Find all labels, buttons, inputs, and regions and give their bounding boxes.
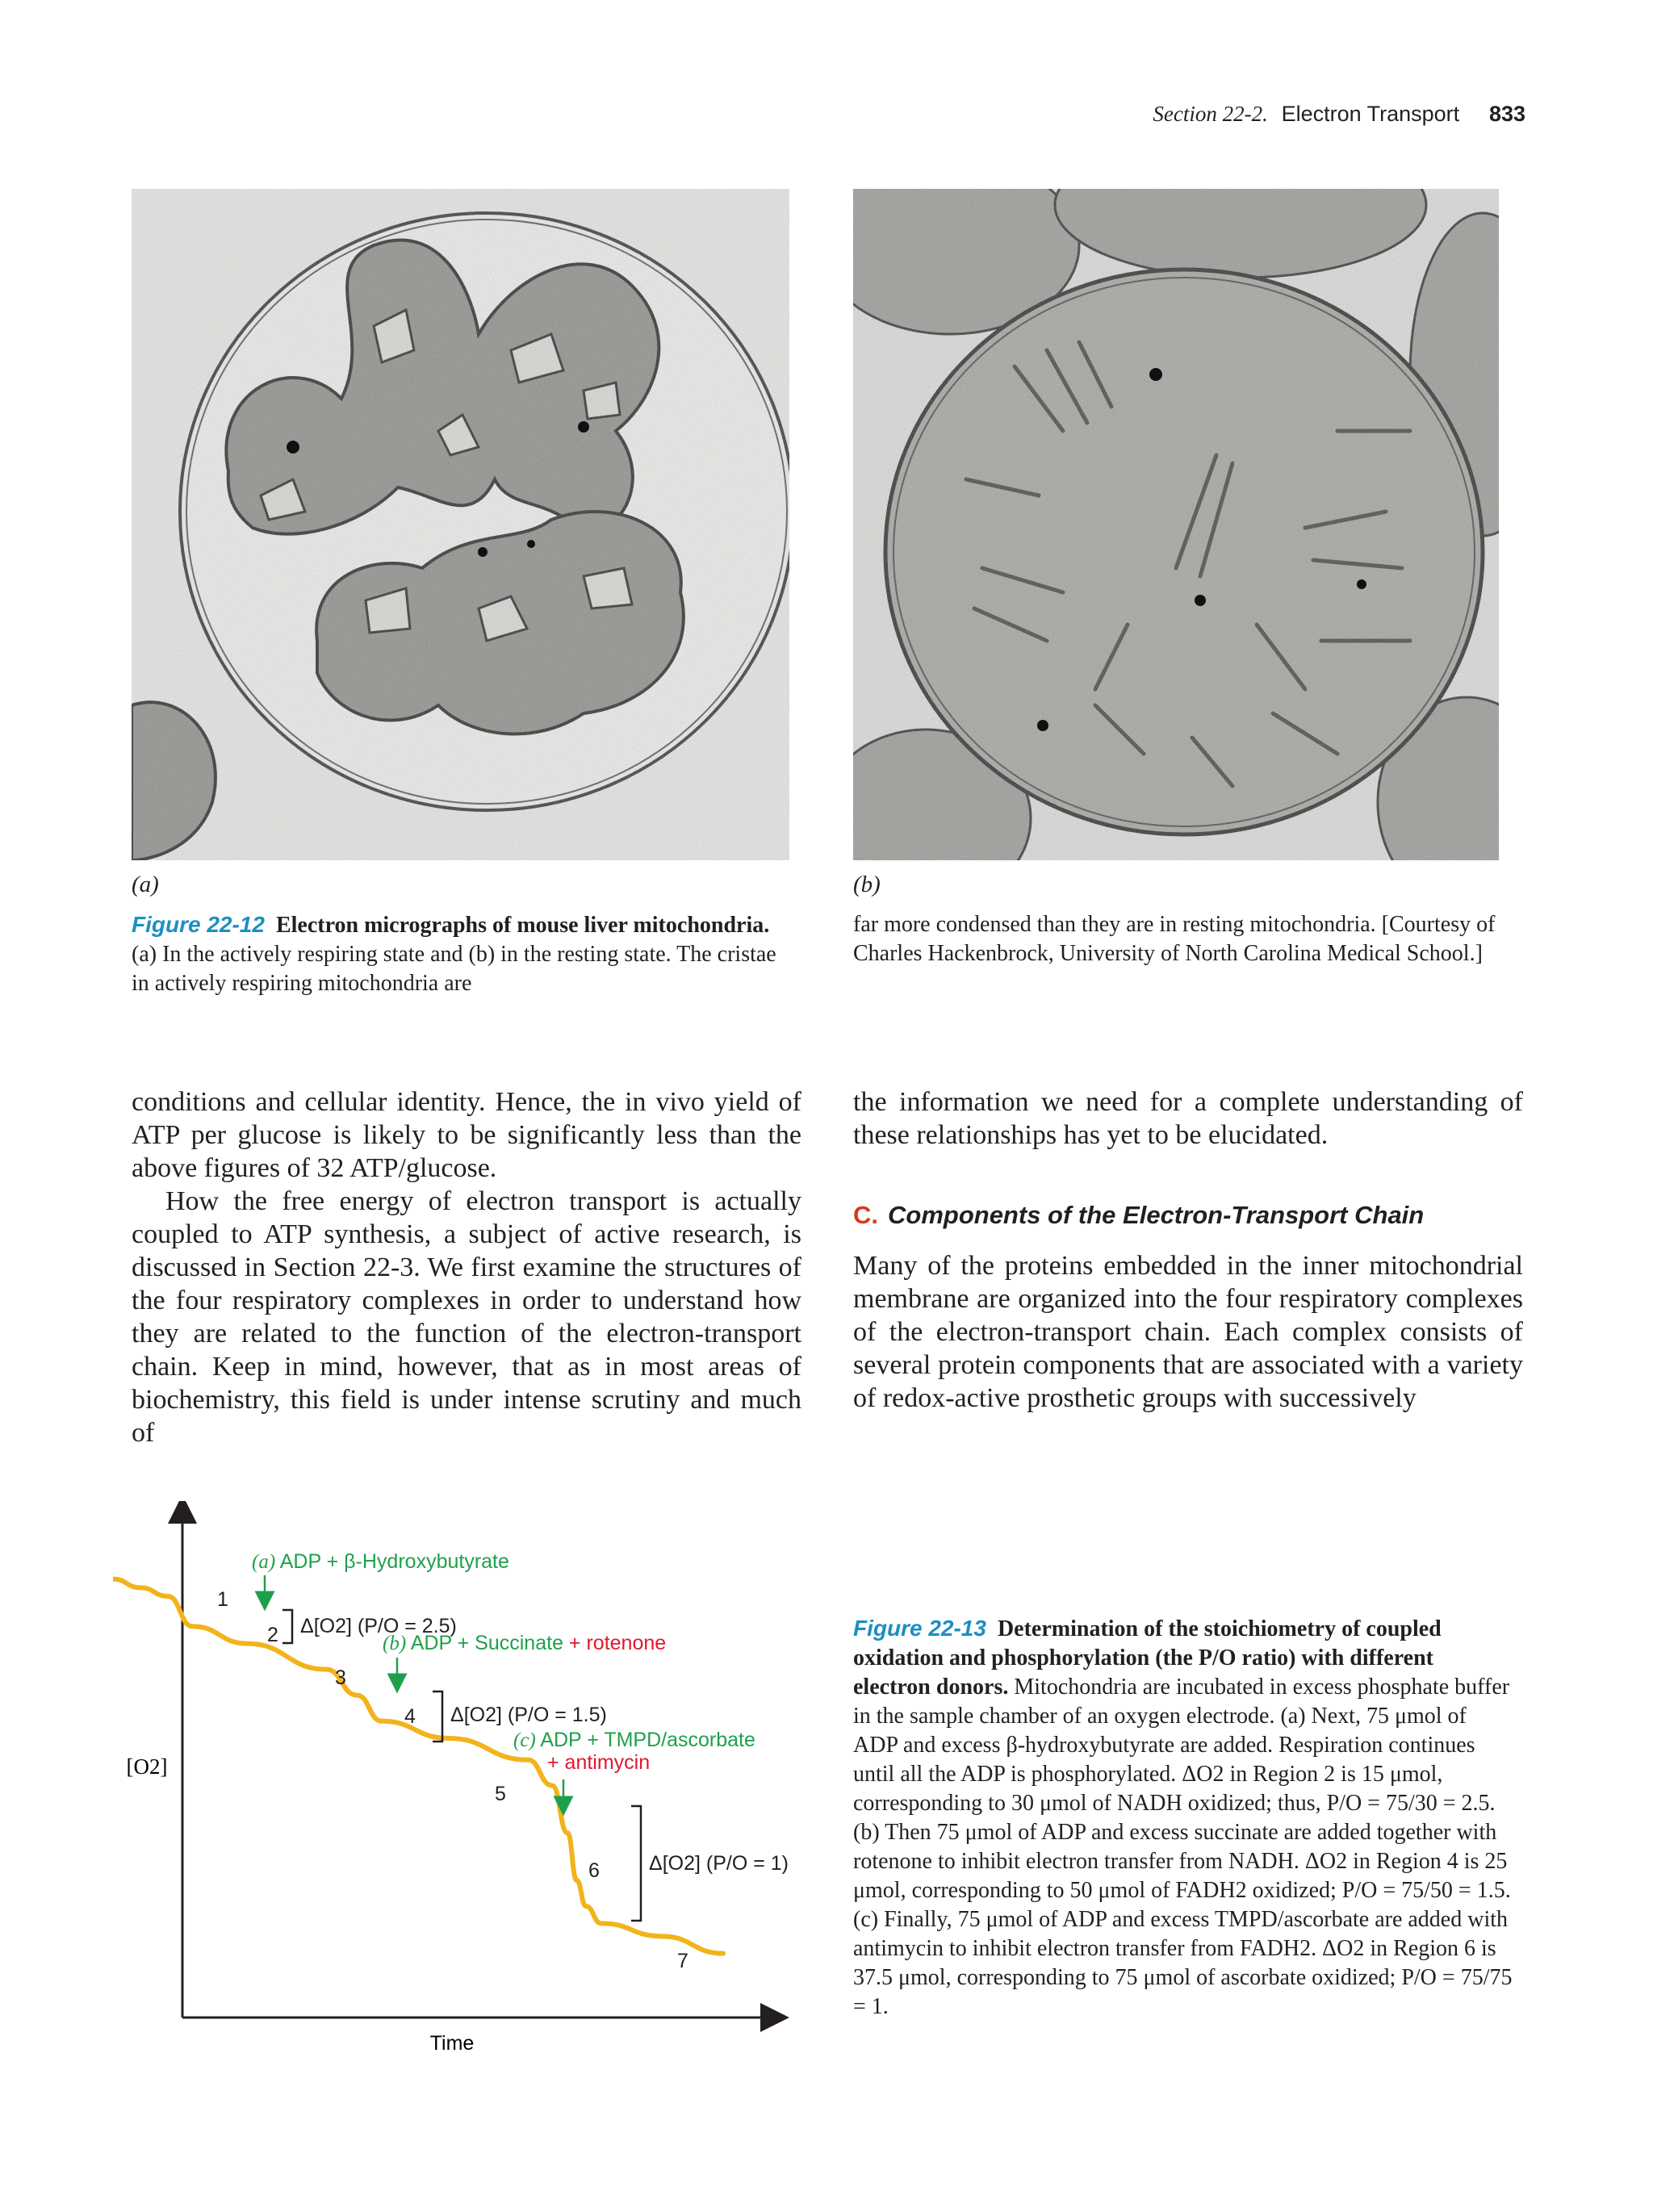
bracket-region-6 (631, 1806, 641, 1921)
bracket-label-region-2: Δ[O2] (P/O = 2.5) (300, 1615, 457, 1637)
x-axis-label: Time (429, 2032, 475, 2055)
region-label-2: 2 (267, 1624, 278, 1646)
panel-label-a: (a) (132, 872, 159, 897)
figure-22-12-label: Figure 22-12 (132, 912, 265, 937)
body-left-paragraph-1: conditions and cellular identity. Hence, the in vivo yield of ATP per glucose is likely to be significantly less than the above figures of 32 ATP/glucose. (132, 1087, 801, 1183)
figure-22-12-caption-text: (a) In the actively respiring state and (b) in the resting state. The cristae in actively respiring mitochondria are (132, 942, 776, 996)
addition-a-label: (a) ADP + β-Hydroxybutyrate (252, 1550, 509, 1573)
body-right-paragraph-2: Many of the proteins embedded in the inner mitochondrial membrane are organized into the four respiratory complexes of the electron-transport chain. Each complex consists of several protein components that are associated with a variety of redox-active prosthetic groups with successively (853, 1251, 1523, 1413)
region-label-6: 6 (588, 1859, 600, 1882)
bracket-label-region-4: Δ[O2] (P/O = 1.5) (450, 1704, 607, 1726)
bracket-label-region-6: Δ[O2] (P/O = 1) (649, 1852, 789, 1875)
figure-22-13-title: Determination of the stoichiometry of coupled oxidation and phosphorylation (the P/O ratio) with different electron donors. (853, 1616, 1442, 1700)
page-number: 833 (1488, 102, 1525, 126)
figure-22-13-label: Figure 22-13 (853, 1616, 986, 1641)
addition-c-extra: + antimycin (547, 1751, 651, 1774)
running-head-title: Electron Transport (1281, 102, 1460, 126)
region-label-7: 7 (677, 1950, 688, 1972)
panel-label-b: (b) (853, 872, 881, 897)
section-heading (853, 1201, 1424, 1230)
section-title: Components of the Electron-Transport Chain (888, 1201, 1425, 1229)
addition-c-label: (c) ADP + TMPD/ascorbate (513, 1729, 755, 1751)
region-label-5: 5 (495, 1783, 506, 1805)
figure-22-12-caption-right: far more condensed than they are in resting mitochondria. [Courtesy of Charles Hackenbrock, University of North Carolina Medical School.] (853, 912, 1496, 966)
body-right-paragraph-1: the information we need for a complete understanding of these relationships has yet to be elucidated. (853, 1087, 1523, 1150)
figure-22-13-caption-text: Mitochondria are incubated in excess phosphate buffer in the sample chamber of an oxygen electrode. (a) Next, 75 μmol of ADP and excess β-hydroxybutyrate are added. Respiration continues until all the ADP is phosphorylated. ΔO2 in Region 2 is 15 μmol, corresponding to 30 μmol of NADH oxidized; thus, P/O = 75/30 = 2.5. (b) Then 75 μmol of ADP and excess succinate are added together with rotenone to inhibit electron transfer from NADH. ΔO2 in Region 4 is 25 μmol, corresponding to 50 μmol of FADH2 oxidized; P/O = 75/50 = 1.5. (c) Finally, 75 μmol of ADP and excess TMPD/ascorbate are added with antimycin to inhibit electron transfer from FADH2. ΔO2 in Region 6 is 37.5 μmol, corresponding to 75 μmol of ascorbate oxidized; P/O = 75/75 = 1. (853, 1675, 1513, 2019)
region-label-4: 4 (404, 1705, 416, 1728)
section-letter: C. (853, 1201, 878, 1229)
micrograph-a (132, 189, 789, 860)
figure-22-13-caption (853, 1614, 1515, 2022)
micrograph-b (853, 189, 1499, 860)
body-left-column (132, 1085, 801, 1449)
running-head (1153, 102, 1525, 127)
running-head-section: Section 22-2. (1153, 102, 1268, 126)
addition-b-label: (b) ADP + Succinate + rotenone (383, 1632, 667, 1654)
bracket-region-4 (433, 1691, 442, 1742)
bracket-region-2 (282, 1610, 292, 1643)
region-label-1: 1 (217, 1588, 228, 1611)
region-label-3: 3 (335, 1666, 346, 1689)
figure-22-12-caption-left (132, 910, 793, 998)
figure-22-13-chart (113, 1501, 807, 2074)
y-axis-label: [O2] (126, 1754, 168, 1779)
body-left-paragraph-2: How the free energy of electron transport is actually coupled to ATP synthesis, a subject of active research, is discussed in Section 22-3. We first examine the structures of the four respiratory complexes in order to understand how they are related to the function of the electron-transport chain. Keep in mind, however, that as in most areas of biochemistry, this field is under intense scrutiny and much of (132, 1186, 801, 1448)
figure-22-12-title: Electron micrographs of mouse liver mitochondria. (275, 913, 770, 938)
